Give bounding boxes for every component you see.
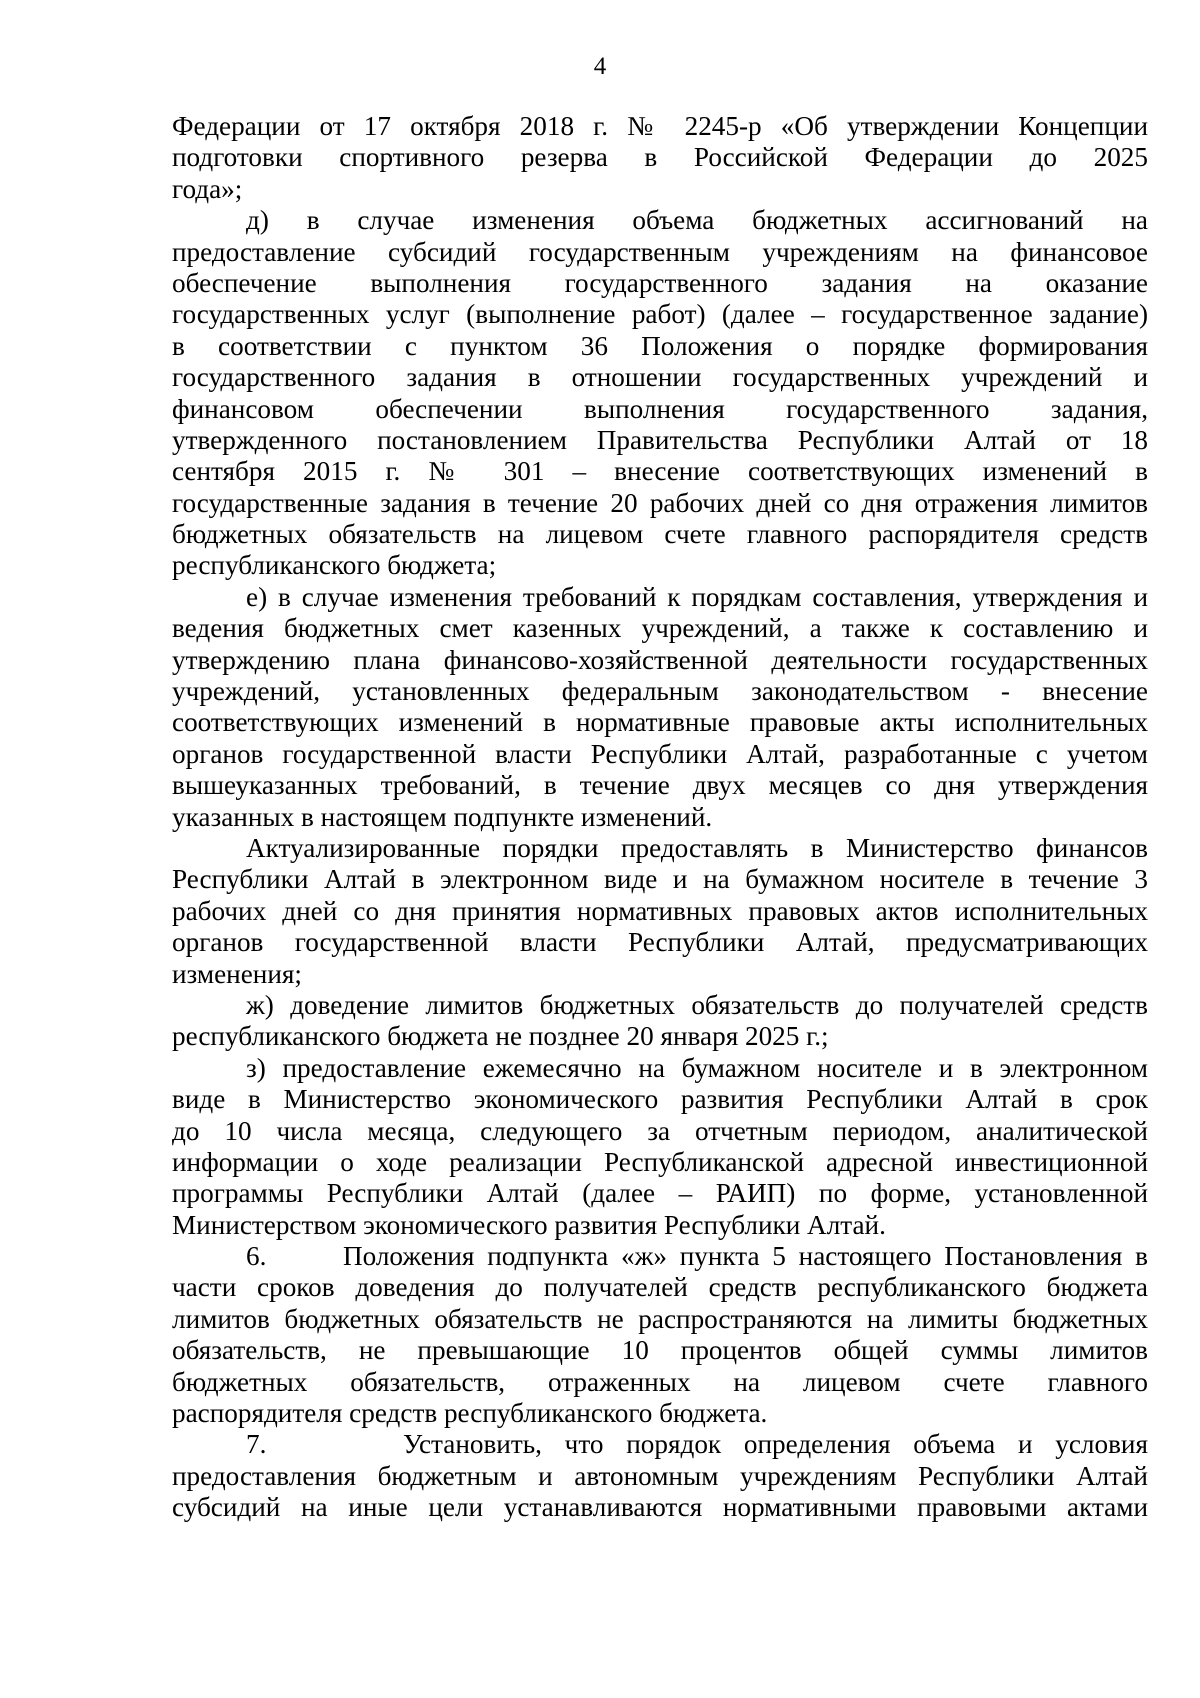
text-line: е) в случае изменения требований к порядкам составления, утверждения и [246,581,1148,612]
text-line: до 10 числа месяца, следующего за отчетным периодом, аналитической [172,1115,1148,1146]
text-line: информации о ходе реализации Республиканской адресной инвестиционной [172,1146,1148,1177]
paragraph-continuation-concept [172,111,1148,205]
text-line: республиканского бюджета; [172,550,497,581]
text-line: Республики Алтай в электронном виде и на бумажном носителе в течение 3 [172,864,1148,895]
text-line: в соответствии с пунктом 36 Положения о порядке формирования [172,330,1148,361]
text-line: виде в Министерство экономического развития Республики Алтай в срок [172,1084,1148,1115]
text-line: обязательств, не превышающие 10 процентов общей суммы лимитов [172,1335,1148,1366]
text-line: з) предоставление ежемесячно на бумажном носителе и в электронном [246,1052,1148,1083]
text-line: учреждений, установленных федеральным законодательством - внесение [172,676,1148,707]
text-line: утвержденного постановлением Правительства Республики Алтай от 18 [172,424,1148,455]
text-line: лимитов бюджетных обязательств не распространяются на лимиты бюджетных [172,1303,1148,1334]
text-line: органов государственной власти Республики Алтай, предусматривающих [172,927,1148,958]
document-body [172,111,1148,1524]
text-line: бюджетных обязательств на лицевом счете главного распорядителя средств [172,519,1148,550]
text-line: рабочих дней со дня принятия нормативных правовых актов исполнительных [172,895,1148,926]
paragraph-item-zh [172,990,1148,1053]
paragraph-item-z [172,1053,1148,1241]
text-line: Федерации от 17 октября 2018 г. № 2245-р «Об утверждении Концепции [172,111,1148,141]
text-line: предоставление субсидий государственным учреждениям на финансовое [172,236,1148,267]
text-line: подготовки спортивного резерва в Российской Федерации до 2025 [172,142,1148,173]
text-line: вышеуказанных требований, в течение двух месяцев со дня утверждения [172,770,1148,801]
text-line: утверждению плана финансово-хозяйственной деятельности государственных [172,644,1148,675]
text-line: республиканского бюджета не позднее 20 января 2025 г.; [172,1021,829,1052]
text-line: ведения бюджетных смет казенных учреждений, а также к составлению и [172,613,1148,644]
text-line: ж) доведение лимитов бюджетных обязательств до получателей средств [246,989,1148,1020]
paragraph-point-7 [172,1429,1148,1523]
paragraph-item-d [172,205,1148,582]
text-line: 6. Положения подпункта «ж» пункта 5 настоящего Постановления в [246,1241,1148,1272]
paragraph-item-e [172,582,1148,833]
paragraph-updated-procedures [172,833,1148,990]
text-line: указанных в настоящем подпункте изменений. [172,801,713,832]
text-line: государственные задания в течение 20 рабочих дней со дня отражения лимитов [172,487,1148,518]
text-line: части сроков доведения до получателей средств республиканского бюджета [172,1272,1148,1303]
paragraph-point-6 [172,1241,1148,1429]
text-line: соответствующих изменений в нормативные правовые акты исполнительных [172,707,1148,738]
text-line: изменения; [172,958,302,989]
text-line: финансовом обеспечении выполнения государственного задания, [172,393,1148,424]
text-line: распорядителя средств республиканского бюджета. [172,1398,768,1429]
page-number: 4 [593,53,607,80]
text-line: сентября 2015 г. № 301 – внесение соответствующих изменений в [172,456,1148,487]
text-line: 7. Установить, что порядок определения объема и условия [246,1429,1148,1460]
text-line: субсидий на иные цели устанавливаются нормативными правовыми актами [172,1492,1148,1523]
text-line: Министерством экономического развития Республики Алтай. [172,1209,886,1240]
text-line: предоставления бюджетным и автономным учреждениям Республики Алтай [172,1460,1148,1491]
text-line: д) в случае изменения объема бюджетных ассигнований на [246,205,1148,236]
text-line: года»; [172,173,243,204]
text-line: Актуализированные порядки предоставлять в Министерство финансов [246,832,1148,863]
text-line: программы Республики Алтай (далее – РАИП) по форме, установленной [172,1178,1148,1209]
text-line: бюджетных обязательств, отраженных на лицевом счете главного [172,1366,1148,1397]
text-line: органов государственной власти Республики Алтай, разработанные с учетом [172,738,1148,769]
text-line: обеспечение выполнения государственного задания на оказание [172,267,1148,298]
text-line: государственного задания в отношении государственных учреждений и [172,362,1148,393]
text-line: государственных услуг (выполнение работ) (далее – государственное задание) [172,299,1148,330]
